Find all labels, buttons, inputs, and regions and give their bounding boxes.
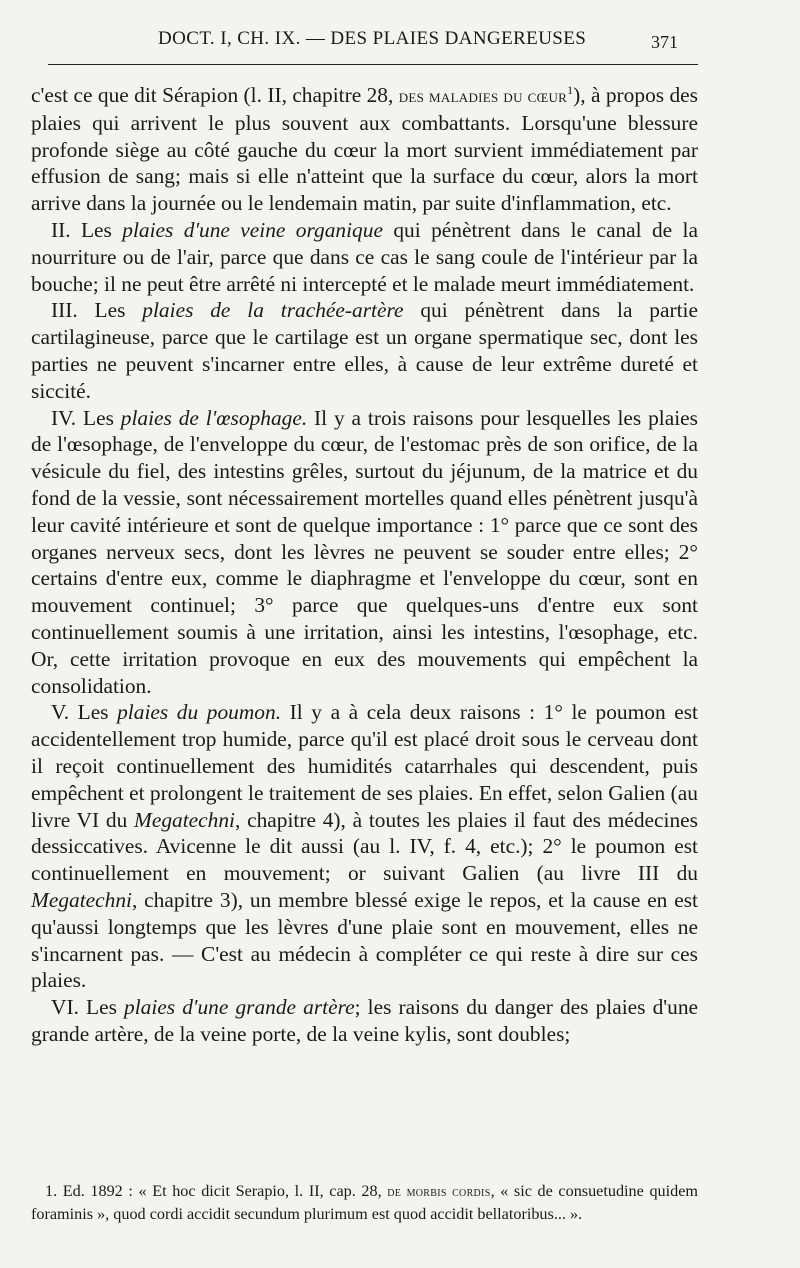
- text-run: c'est ce que dit Sérapion (l. II, chapitre 28,: [31, 83, 399, 107]
- text-run: qui pénètrent dans le canal de la nourriture ou de l'air, parce que dans ce cas le sang coule de l'intérieur par la bouche; il ne peut être arrêté ni intercepté et le malade meurt immédiatement.: [31, 217, 698, 296]
- text-run: ), à propos des plaies qui arrivent le plus souvent aux combattants. Lorsqu'une blessure profonde siège au côté gauche du cœur la mort survient immédiatement par effusion de sang; mais si elle n'atteint que la surface du cœur, alors la mort arrive dans la journée ou le lendemain matin, par suite d'inflammation, etc.: [31, 83, 698, 216]
- text-run: , chapitre 4), à toutes les plaies il faut des médecines dessiccatives. Avicenne le dit aussi (au l. IV, f. 4, etc.); 2° le poumon est continuellement en mouvement; or suivant Galien (au livre III du: [31, 807, 698, 886]
- text-run: ; les raisons du danger des plaies d'une grande artère, de la veine porte, de la veine kylis, sont doubles;: [31, 995, 699, 1046]
- section-number: VI. Les: [51, 995, 124, 1020]
- section-heading: plaies du poumon.: [117, 700, 282, 725]
- body-text: [31, 82, 698, 1048]
- running-head: DOCT. I, CH. IX. — DES PLAIES DANGEREUSES: [158, 28, 587, 49]
- paragraph-section-5: [31, 699, 698, 994]
- small-caps-title: des maladies du cœur: [398, 86, 568, 106]
- work-title: Megatechni: [31, 887, 132, 912]
- section-heading: plaies d'une veine organique: [122, 217, 383, 242]
- footnote-text: , « sic de consuetudine quidem foraminis », quod cordi accidit secundum plurimum est quod accidit bellatoribus... ».: [31, 1182, 698, 1223]
- section-heading: plaies d'une grande artère: [124, 995, 355, 1020]
- section-number: IV. Les: [51, 405, 121, 430]
- text-run: Il y a trois raisons pour lesquelles les plaies de l'œsophage, de l'enveloppe du cœur, de l'estomac près de son orifice, de la vésicule du fiel, des intestins grêles, surtout du jéjunum, de la matrice et du fond de la vessie, sont nécessairement mortelles quand elles pénètrent jusqu'à leur cavité intérieure et sont de quelque importance : 1° parce que ce sont des organes nerveux secs, dont les lèvres ne peuvent se souder entre elles; 2° certains d'entre eux, comme le diaphragme et l'enveloppe du cœur, sont en mouvement continuel; 3° parce que quelques-uns d'entre eux sont continuellement soumis à une irritation, ainsi les intestins, l'œsophage, etc. Or, cette irritation provoque en eux des mouvements qui empêchent la consolidation.: [31, 405, 698, 698]
- paragraph-section-3: [31, 297, 698, 404]
- text-run: qui pénètrent dans la partie cartilagineuse, parce que le cartilage est un organe spermatique sec, dont les parties ne peuvent s'incarner entre elles, à cause de leur extrême dureté et siccité.: [31, 298, 698, 403]
- section-number: III. Les: [51, 298, 143, 323]
- footnote-text: 1. Ed. 1892 : « Et hoc dicit Serapio, l. II, cap. 28,: [45, 1182, 388, 1200]
- page-number: 371: [651, 32, 678, 52]
- section-number: II. Les: [51, 217, 123, 242]
- text-run: Il y a à cela deux raisons : 1° le poumon est accidentellement trop humide, parce qu'il est placé droit sous le cerveau dont il reçoit continuellement des humidités catarrhales qui descendent, puis empêchent et prolongent le traitement de ses plaies. En effet, selon Galien (au livre VI du: [31, 700, 698, 832]
- work-title: Megatechni: [134, 807, 235, 832]
- section-heading: plaies de la trachée-artère: [142, 298, 404, 323]
- paragraph-section-2: [31, 217, 698, 297]
- page-header: [48, 24, 698, 65]
- section-heading: plaies de l'œsophage.: [120, 405, 308, 430]
- text-run: , chapitre 3), un membre blessé exige le repos, et la cause en est qu'aussi longtemps que les lèvres d'une plaie sont en mouvement, elles ne s'incarnent pas. — C'est au médecin à compléter ce qui reste à dire sur ces plaies.: [31, 887, 698, 993]
- footnote-reference: 1: [567, 82, 574, 97]
- footnote-small-caps: de morbis cordis: [387, 1185, 491, 1200]
- footnote: [31, 1181, 698, 1224]
- paragraph-section-6: [31, 994, 698, 1048]
- paragraph-continuation: [31, 82, 698, 217]
- section-number: V. Les: [51, 700, 118, 725]
- paragraph-section-4: [31, 405, 698, 700]
